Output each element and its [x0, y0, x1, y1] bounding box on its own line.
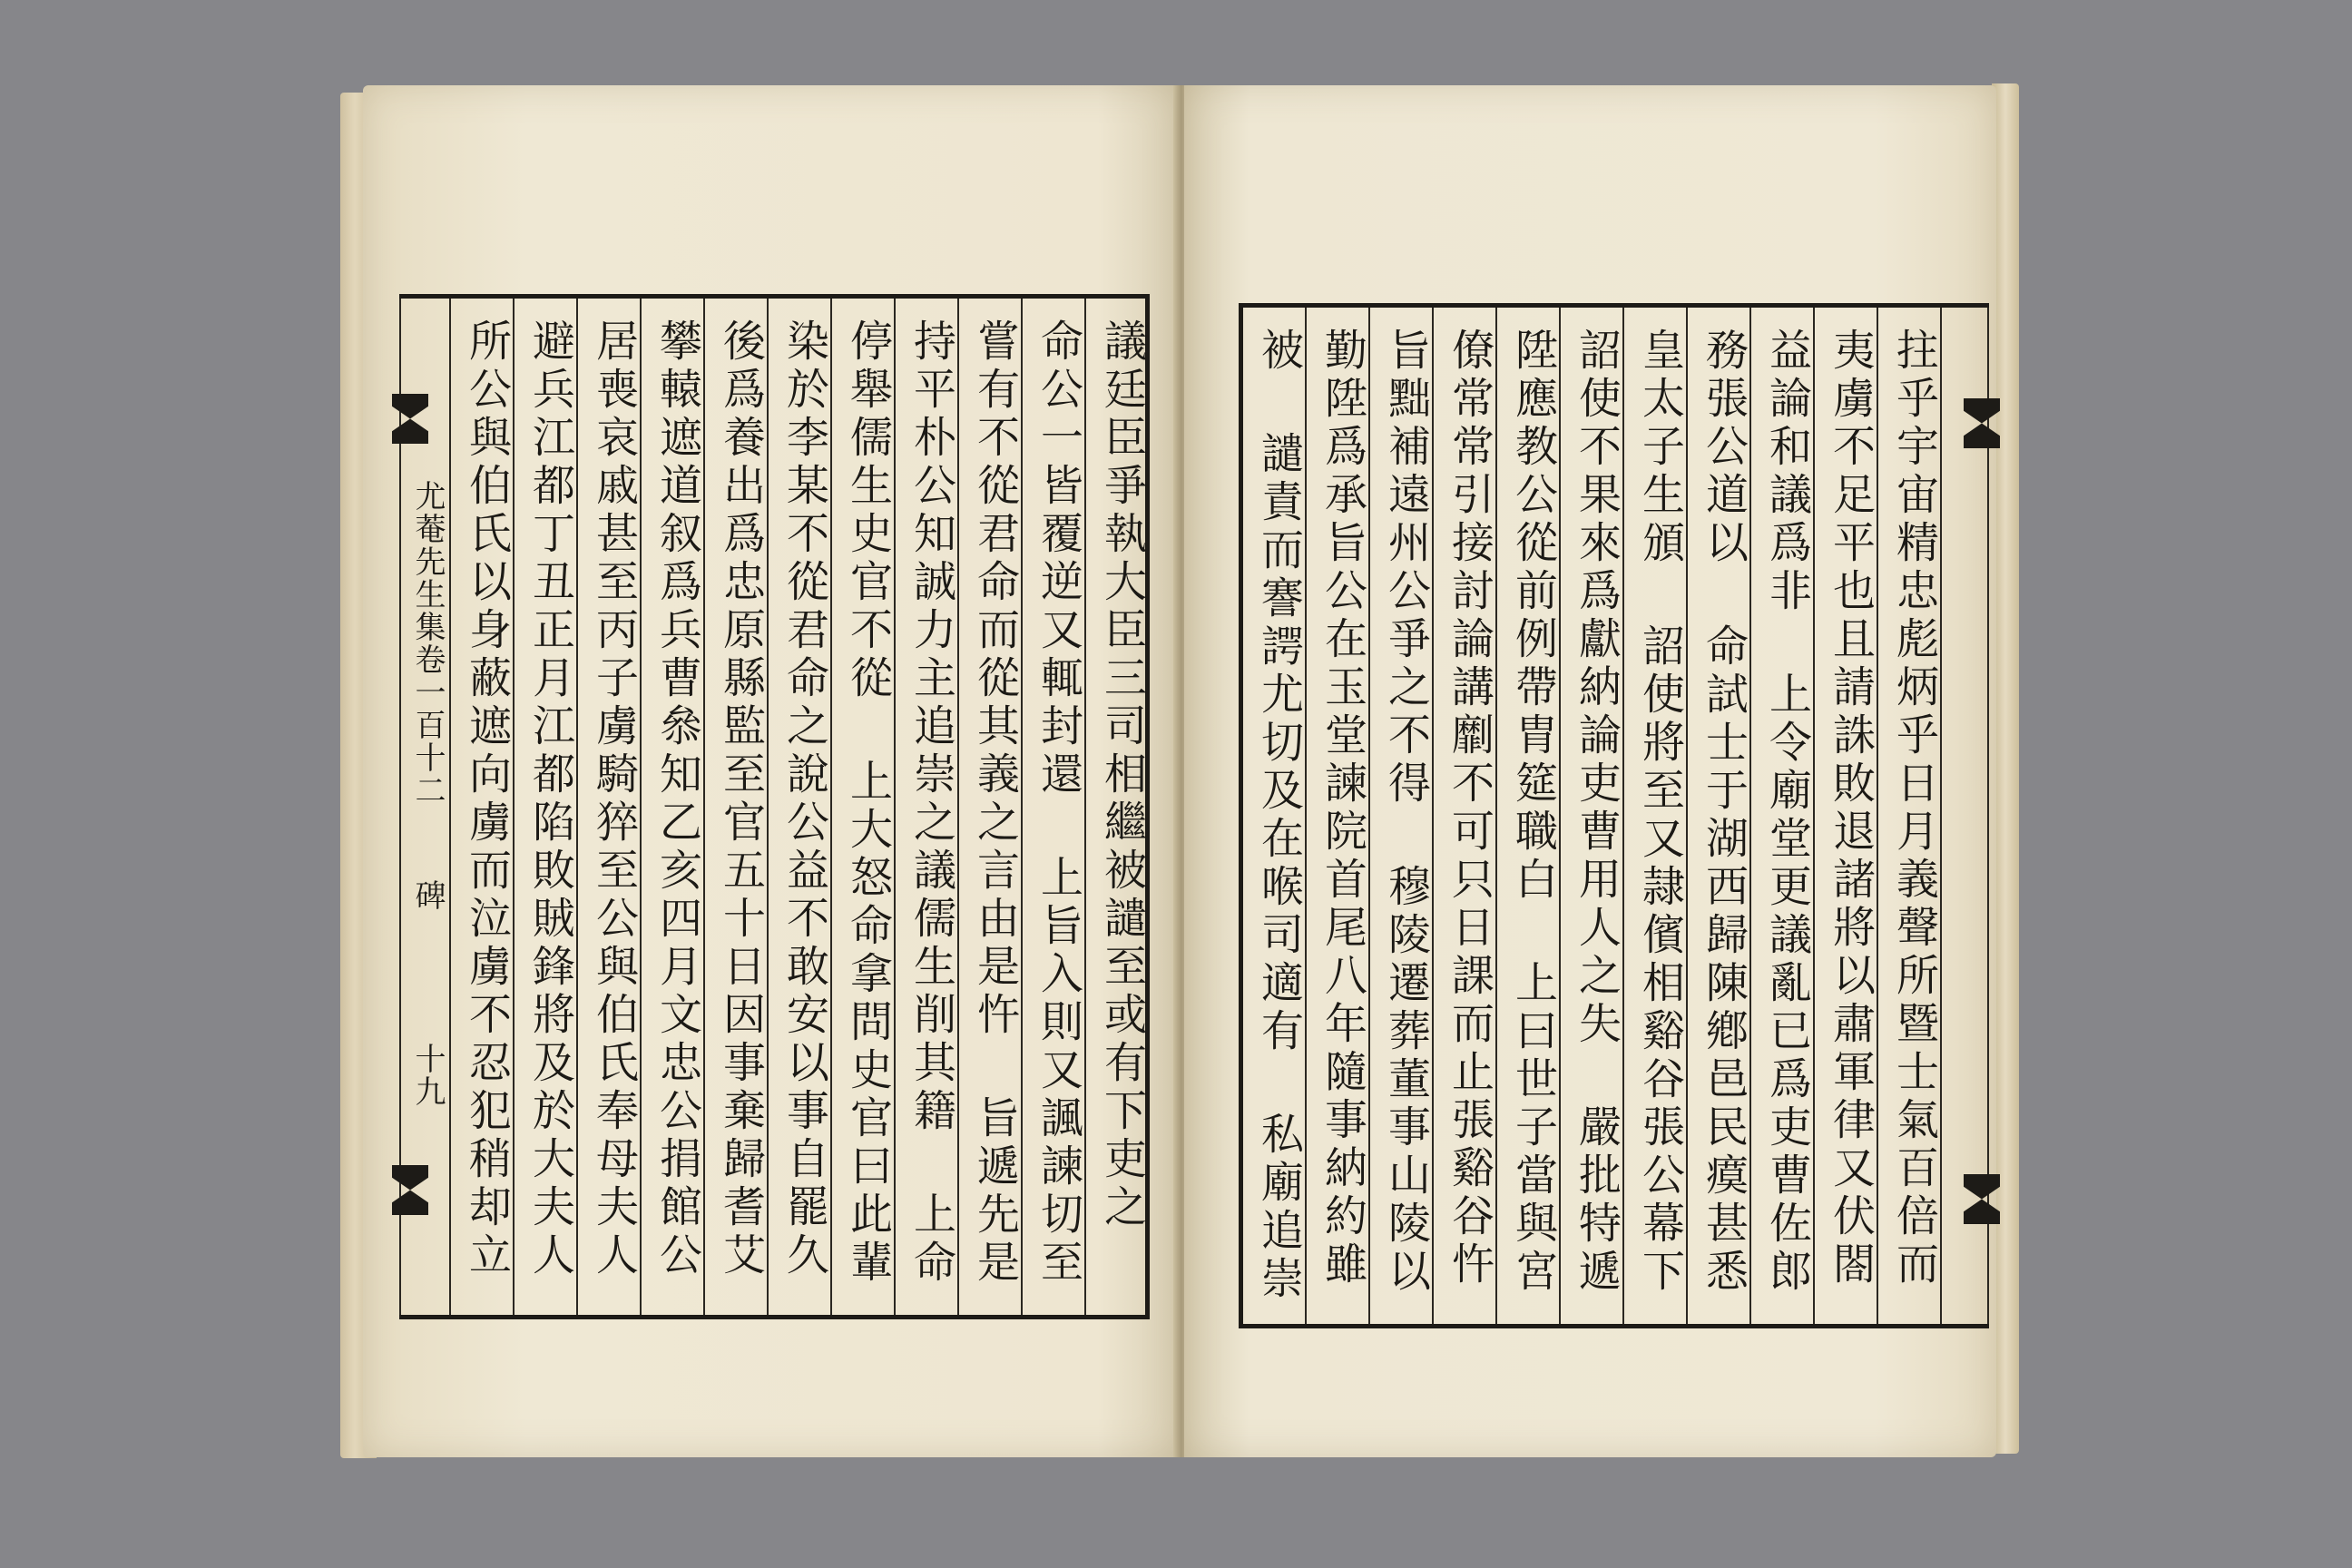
text-column: 益論和議爲非 上令廟堂更議亂已爲吏曹佐郎 [1762, 328, 1812, 1297]
fish-tail-mark-top [392, 394, 428, 444]
right-text-frame [1239, 303, 1989, 1328]
fish-tail-mark-bottom [392, 1165, 428, 1215]
text-column: 勤陞爲承旨公在玉堂諫院首尾八年隨事納約雖 [1318, 328, 1367, 1289]
text-column: 停舉儒生史官不從 上大怒命拿問史官曰此輩 [843, 318, 893, 1288]
text-column: 嘗有不從君命而從其義之言由是忤 旨遞先是 [970, 318, 1020, 1288]
text-column: 持平朴公知誠力主追崇之議儒生削其籍 上命 [906, 318, 956, 1288]
open-book [340, 74, 2019, 1472]
left-text-frame [399, 294, 1150, 1319]
text-column: 詔使不果來爲獻納論吏曹用人之失 嚴批特遞 [1572, 328, 1622, 1297]
text-column: 所公與伯氏以身蔽遮向虜而泣虜不忍犯稍却立 [462, 318, 512, 1280]
fish-tail-mark-top [1964, 398, 2000, 448]
fish-tail-mark-bottom [1964, 1174, 2000, 1224]
text-column: 染於李某不從君命之說公益不敢安以事自罷久 [779, 318, 829, 1280]
text-column: 拄乎宇宙精忠彪炳乎日月義聲所暨士氣百倍而 [1889, 328, 1939, 1289]
text-column: 議廷臣爭執大臣三司相繼被譴至或有下吏之 [1097, 318, 1147, 1232]
page-number: 十九 [409, 1043, 446, 1108]
text-column: 避兵江都丁丑正月江都陷敗賊鋒將及於大夫人 [525, 318, 575, 1280]
text-column: 攀轅遮道叙爲兵曹叅知乙亥四月文忠公捐館公 [652, 318, 702, 1280]
left-page [363, 85, 1180, 1457]
text-column: 被 譴責而謇諤尤切及在喉司適有 私廟追崇 [1254, 328, 1304, 1304]
text-column: 陞應教公從前例帶胄筵職白 上曰世子當與宮 [1508, 328, 1558, 1297]
text-column: 務張公道以 命試士于湖西歸陳鄕邑民瘼甚悉 [1699, 328, 1749, 1297]
text-column: 命公一皆覆逆又輒封還 上旨入則又諷諫切至 [1034, 318, 1083, 1288]
left-page-center-column [399, 299, 451, 1315]
text-column: 僚常常引接討論講劘不可只日課而止張谿谷忤 [1445, 328, 1494, 1289]
text-column: 皇太子生頒 詔使將至又隷儐相谿谷張公幕下 [1635, 328, 1685, 1297]
text-column: 後爲養出爲忠原縣監至官五十日因事棄歸耆艾 [716, 318, 766, 1280]
book-title-label: 尤菴先生集卷一百十二 [409, 480, 446, 807]
text-column: 夷虜不足平也且請誅敗退諸將以肅軍律又伏閤 [1826, 328, 1876, 1289]
right-page-center-column [1942, 308, 1989, 1324]
text-column: 居喪哀戚甚至丙子虜騎猝至公與伯氏奉母夫人 [589, 318, 639, 1280]
section-label: 碑 [409, 879, 446, 912]
text-column: 旨黜補遠州公爭之不得 穆陵遷葬董事山陵以 [1381, 328, 1431, 1297]
right-page [1184, 85, 1996, 1457]
